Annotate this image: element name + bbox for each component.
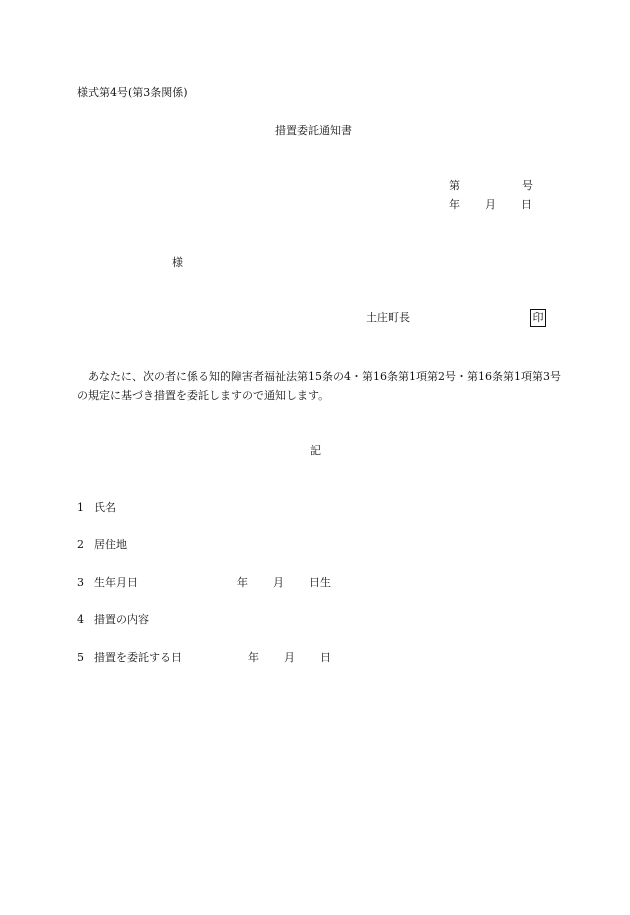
commission-date-month: 月 <box>284 651 295 664</box>
seal-stamp: 印 <box>530 309 546 327</box>
form-number: 様式第4号(第3条関係) <box>77 86 188 99</box>
issue-date-day: 日 <box>521 198 532 211</box>
item-label-birthdate: 生年月日 <box>94 576 138 589</box>
notification-body: あなたに、次の者に係る知的障害者福祉法第15条の4・第16条第1項第2号・第16条第1項第3号の規定に基づき措置を委託しますので通知します。 <box>77 370 561 402</box>
item-label-name: 氏名 <box>94 501 116 514</box>
birth-date-day: 日生 <box>309 576 331 589</box>
item-label-commission-date: 措置を委託する日 <box>94 651 182 664</box>
issue-date-year: 年 <box>449 198 460 211</box>
issue-date-month: 月 <box>485 198 496 211</box>
doc-number-suffix: 号 <box>522 179 533 192</box>
item-number: 5 <box>77 651 84 664</box>
issuer-name: 土庄町長 <box>366 311 410 324</box>
ki-heading: 記 <box>310 444 321 457</box>
item-number: 2 <box>77 538 84 551</box>
doc-number-prefix: 第 <box>449 179 460 192</box>
item-label-residence: 居住地 <box>94 538 127 551</box>
item-number: 3 <box>77 576 84 589</box>
commission-date-day: 日 <box>320 651 331 664</box>
item-label-measure-content: 措置の内容 <box>94 613 149 626</box>
birth-date-year: 年 <box>237 576 248 589</box>
birth-date-month: 月 <box>273 576 284 589</box>
document-title: 措置委託通知書 <box>275 124 352 137</box>
addressee-honorific: 様 <box>172 256 183 269</box>
item-number: 1 <box>77 501 84 514</box>
item-number: 4 <box>77 613 84 626</box>
commission-date-year: 年 <box>248 651 259 664</box>
